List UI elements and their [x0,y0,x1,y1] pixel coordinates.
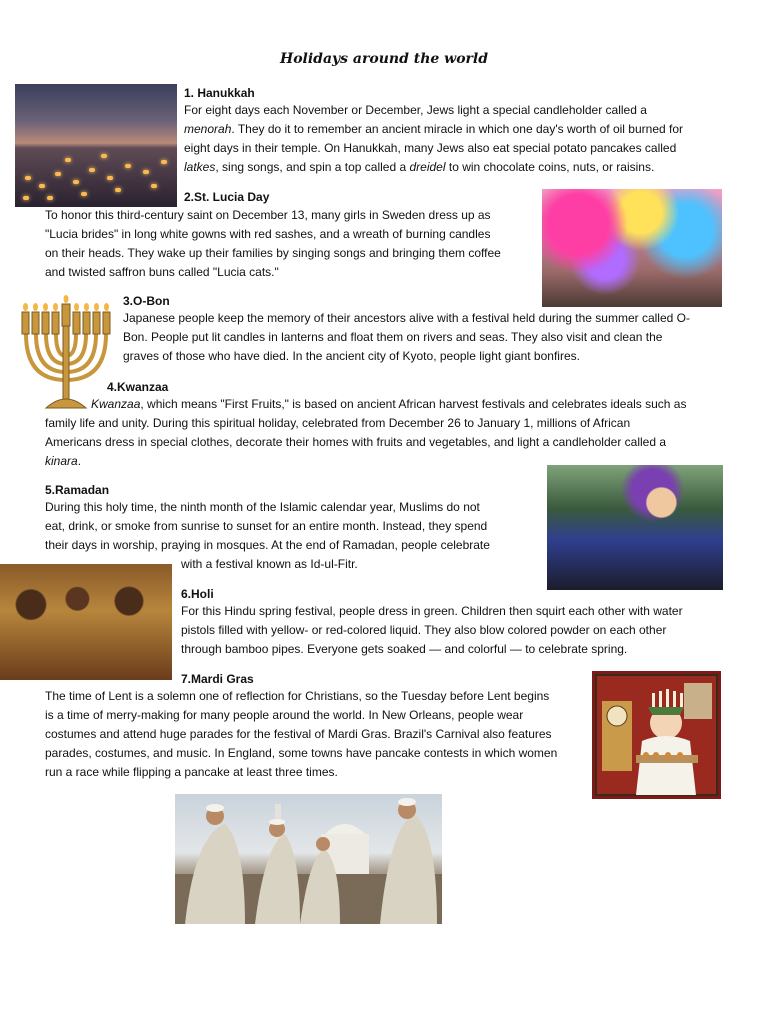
floating-lanterns-image [15,84,177,207]
ramadan-paragraph: During this holy time, the ninth month of the Islamic calendar year, Muslims do not eat, drink, or smoke from sunrise to sunset for an entire month. Instead, they spend their days in worship, praying in mosques. At the end of Ramadan, people celebrate with a festival known as Id-ul-Fitr. [45,500,490,571]
lucia-heading: 2.St. Lucia Day [184,190,270,204]
menorah-illustration [14,290,118,412]
document-title: Holidays around the world [279,51,489,67]
kwanzaa-heading: 4.Kwanzaa [107,380,169,394]
hanukkah-heading: 1. Hanukkah [184,86,255,100]
mardigras-heading: 7.Mardi Gras [181,672,254,686]
obon-heading: 3.O-Bon [123,294,170,308]
ramadan-heading: 5.Ramadan [45,483,110,497]
hanukkah-paragraph: For eight days each November or December, Jews light a special candleholder called a menorah. They do it to remember an ancient miracle in which one day's worth of oil burned for eight days in their temple. On Hanukkah, many Jews also eat special potato pancakes called latkes, sing songs, and spin a top called a dreidel to win chocolate coins, nuts, or raisins. [184,103,684,174]
lucia-paragraph: To honor this third-century saint on December 13, many girls in Sweden dress up as "Lucia brides" in long white gowns with red sashes, and a wreath of burning candles on their heads. They wake up their families by singing songs and bringing them coffee and twisted saffron buns called "Lucia cats." [45,208,501,279]
holi-heading: 6.Holi [181,587,214,601]
ramadan-prayer-image [175,794,442,924]
holi-crowd-image [542,189,722,307]
kwanzaa-paragraph: Kwanzaa, which means "First Fruits," is based on ancient African harvest festivals and celebrates ideals such as family life and unity. During this spiritual holiday, celebrated from December 26 to January 1, millions of African Americans dress in special clothes, decorate their homes with fruits and vegetables, and light a candleholder called a kinara. [45,397,687,468]
obon-paragraph: Japanese people keep the memory of their ancestors alive with a festival held during the summer called O- Bon. People put lit candles in lanterns and float them on rivers and seas. They also visit and clean the graves of those who have died. In the ancient city of Kyoto, people light giant bonfires. [123,311,690,363]
mardigras-paragraph: The time of Lent is a solemn one of reflection for Christians, so the Tuesday before Lent begins is a time of merry-making for many people around the world. In New Orleans, people wear costumes and attend huge parades for the festival of Mardi Gras. Brazil's Carnival also features parades, costumes, and music. In England, some towns have pancake contests in which women run a race while flipping a pancake at least three times. [45,689,558,779]
st-lucia-girl-image [592,671,721,799]
holi-paragraph: For this Hindu spring festival, people dress in green. Children then squirt each other with water pistols filled with yellow- or red-colored liquid. They also blow colored powder on each other through bamboo pipes. Everyone gets soaked — and colorful — to celebrate spring. [181,604,683,656]
mardi-gras-parade-image [547,465,723,590]
kwanzaa-family-image [0,564,172,680]
